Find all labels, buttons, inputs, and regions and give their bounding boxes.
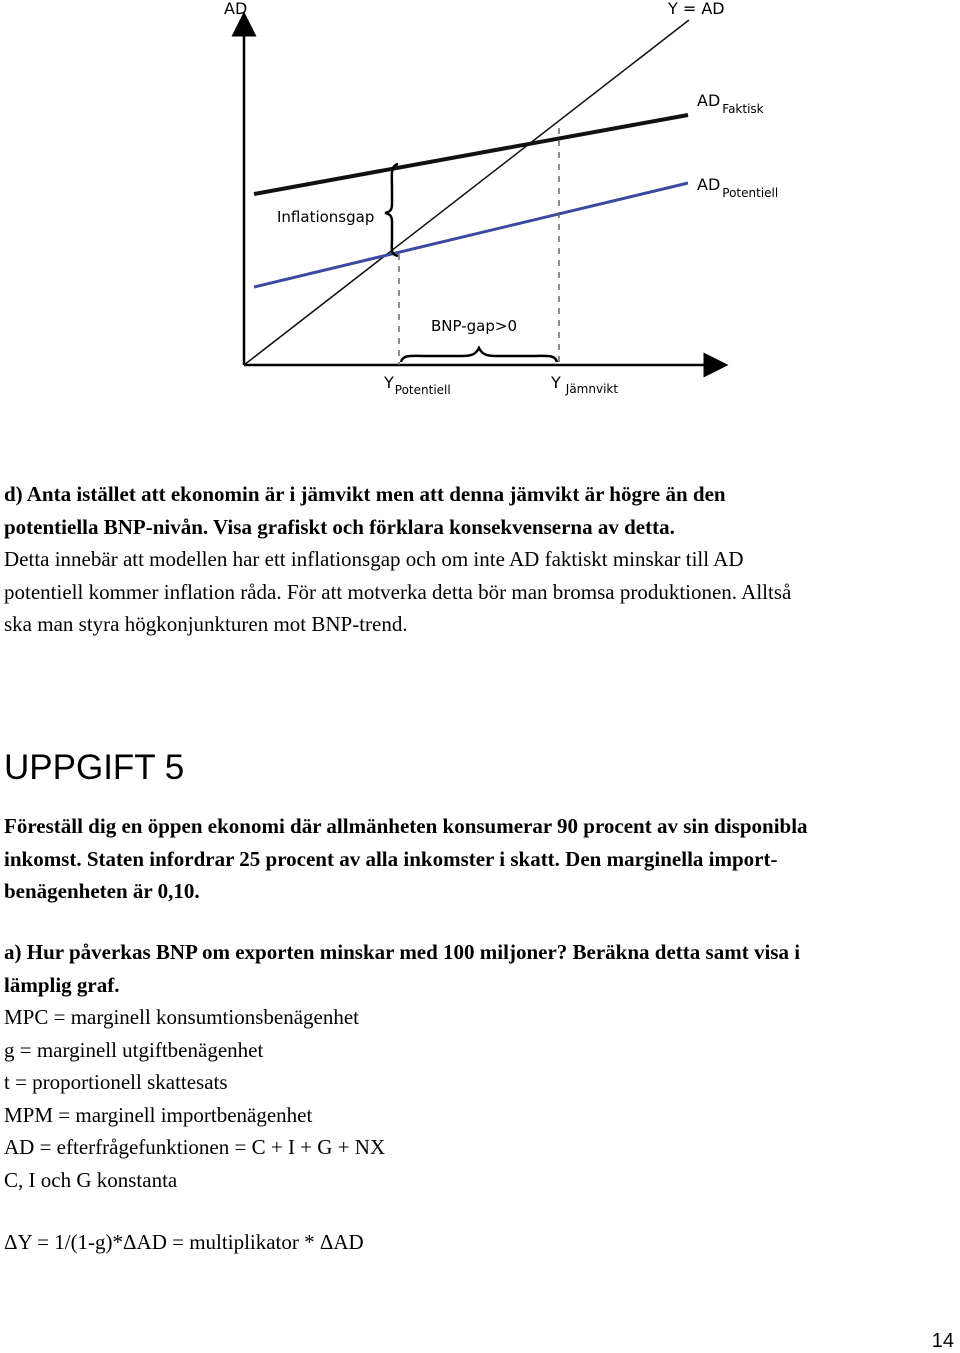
ad-potentiell-line <box>254 183 688 287</box>
task5-question-a-line-2: lämplig graf. <box>4 972 120 997</box>
y-equals-ad-label: Y = AD <box>668 0 725 18</box>
y-jamnvikt-label: Y $_{Jämnvikt}$ <box>551 373 619 396</box>
task5-intro-line-1: Föreställ dig en öppen ekonomi där allmänheten konsumerar 90 procent av sin disponibla <box>4 814 808 838</box>
task-d-answer <box>4 543 954 641</box>
bnp-gap-label: BNP-gap>0 <box>431 317 517 335</box>
definition-g: g = marginell utgiftbenägenhet <box>4 1037 264 1062</box>
definition-ad: AD = efterfrågefunktionen = C + I + G + NX <box>4 1135 386 1159</box>
task5-intro-line-3: benägenheten är 0,10. <box>4 879 200 903</box>
task-d-answer-line-1: Detta innebär att modellen har ett inflationsgap och om inte AD faktiskt minskar till AD <box>4 547 744 571</box>
definition-constants: C, I och G konstanta <box>4 1167 178 1192</box>
inflationsgap-label: Inflationsgap <box>277 208 375 226</box>
task5-question-a <box>4 936 954 1001</box>
task5-intro <box>4 810 954 908</box>
page-number: 14 <box>931 1330 954 1352</box>
task-d-question <box>4 478 954 543</box>
definitions-list <box>4 1001 954 1196</box>
bnp-gap-brace <box>401 348 557 362</box>
definition-t: t = proportionell skattesats <box>4 1070 228 1094</box>
section-heading: UPPGIFT 5 <box>4 748 185 787</box>
task-d-question-line-2: potentiella BNP-nivån. Visa grafiskt och förklara konsekvenserna av detta. <box>4 514 675 539</box>
multiplier-formula <box>4 1226 954 1259</box>
inflationsgap-brace <box>385 164 398 256</box>
ad-faktisk-label: AD $_{Faktisk}$ <box>697 91 764 116</box>
task-d-answer-line-2: potentiell kommer inflation råda. För att motverka detta bör man bromsa produktionen. Alltså <box>4 579 792 604</box>
ad-potentiell-label: AD $_{Potentiell}$ <box>697 175 779 200</box>
task5-intro-line-2: inkomst. Staten infordrar 25 procent av alla inkomster i skatt. Den marginella import- <box>4 846 778 871</box>
inflation-gap-diagram <box>0 0 960 410</box>
y-equals-ad-line <box>244 20 689 365</box>
task-d-question-line-1: d) Anta istället att ekonomin är i jämvikt men att denna jämvikt är högre än den <box>4 482 726 506</box>
y-axis-label: AD <box>224 0 248 18</box>
y-potentiell-label: $Y_{Potentiell}$ <box>384 373 451 397</box>
task5-question-a-line-1: a) Hur påverkas BNP om exporten minskar med 100 miljoner? Beräkna detta samt visa i <box>4 940 801 964</box>
multiplier-formula-text: ΔY = 1/(1-g)*ΔAD = multiplikator * ΔAD <box>4 1230 364 1254</box>
definition-mpc: MPC = marginell konsumtionsbenägenhet <box>4 1005 360 1029</box>
ad-faktisk-line <box>254 115 688 194</box>
definition-mpm: MPM = marginell importbenägenhet <box>4 1102 313 1127</box>
task-d-answer-line-3: ska man styra högkonjunkturen mot BNP-trend. <box>4 612 408 636</box>
